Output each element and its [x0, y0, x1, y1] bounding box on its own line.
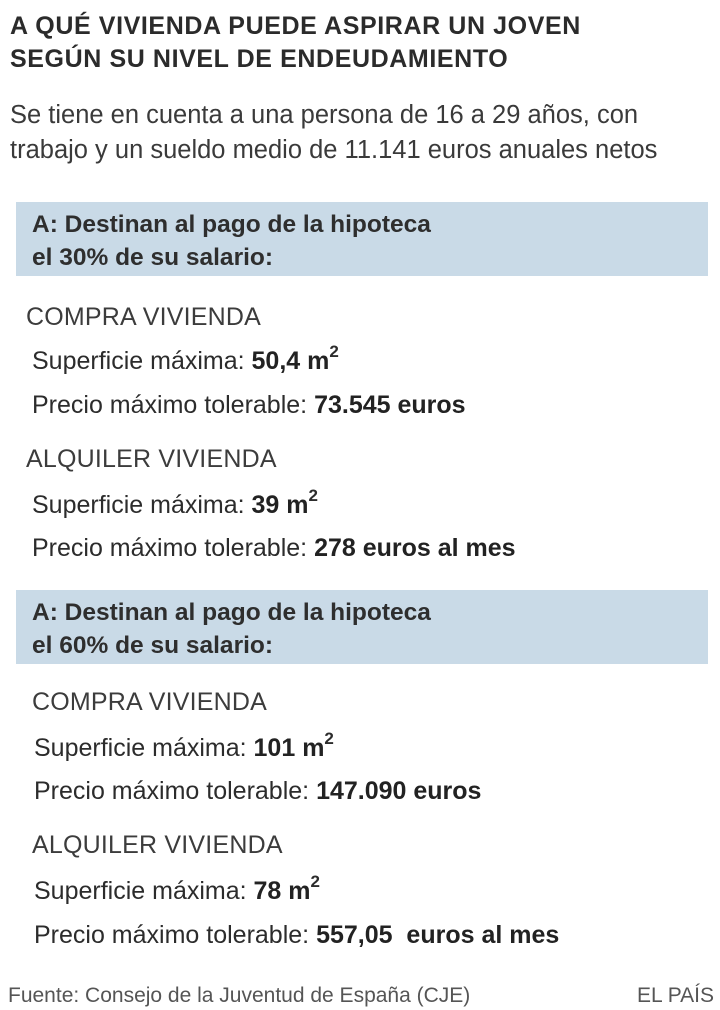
- superficie-label: Superficie máxima:: [34, 877, 254, 905]
- superficie-exponent: 2: [308, 485, 318, 505]
- alquiler-label-30: ALQUILER VIVIENDA: [26, 445, 277, 473]
- precio-value: 557,05 euros al mes: [316, 921, 560, 949]
- superficie-exponent: 2: [324, 728, 334, 748]
- alquiler-superficie-30: [32, 485, 318, 520]
- block-heading-line-2: el 30% de su salario:: [32, 244, 274, 271]
- block-30-heading: [16, 202, 708, 276]
- alquiler-superficie-60: [34, 871, 320, 906]
- page-title: [10, 10, 710, 76]
- alquiler-label-60: ALQUILER VIVIENDA: [32, 831, 283, 859]
- superficie-value: 101 m: [253, 734, 325, 762]
- compra-superficie-60: [34, 728, 334, 763]
- block-60-heading: [16, 590, 708, 664]
- precio-value: 73.545 euros: [314, 391, 466, 419]
- superficie-label: Superficie máxima:: [34, 734, 254, 762]
- precio-label: Precio máximo tolerable:: [32, 391, 315, 419]
- subtitle: [10, 98, 715, 168]
- source-note: Fuente: Consejo de la Juventud de España (CJE): [8, 984, 471, 1007]
- alquiler-precio-60: [34, 920, 559, 950]
- precio-label: Precio máximo tolerable:: [32, 534, 315, 562]
- block-heading-line-2: el 60% de su salario:: [32, 632, 274, 659]
- compra-precio-30: [32, 390, 466, 420]
- precio-value: 278 euros al mes: [314, 534, 516, 562]
- compra-precio-60: [34, 776, 481, 806]
- alquiler-precio-30: [32, 533, 516, 563]
- superficie-value: 78 m: [253, 877, 311, 905]
- title-line-1: A QUÉ VIVIENDA PUEDE ASPIRAR UN JOVEN: [10, 12, 581, 40]
- superficie-value: 50,4 m: [251, 347, 330, 375]
- precio-label: Precio máximo tolerable:: [34, 777, 317, 805]
- compra-label-30: COMPRA VIVIENDA: [26, 303, 261, 331]
- superficie-label: Superficie máxima:: [32, 491, 252, 519]
- subtitle-line-2: trabajo y un sueldo medio de 11.141 euros anuales netos: [10, 136, 658, 164]
- title-line-2: SEGÚN SU NIVEL DE ENDEUDAMIENTO: [10, 45, 509, 73]
- superficie-exponent: 2: [310, 871, 320, 891]
- block-heading-line-1: A: Destinan al pago de la hipoteca: [32, 211, 431, 238]
- precio-value: 147.090 euros: [316, 777, 482, 805]
- compra-superficie-30: [32, 341, 339, 376]
- superficie-value: 39 m: [251, 491, 309, 519]
- block-heading-line-1: A: Destinan al pago de la hipoteca: [32, 599, 431, 626]
- compra-label-60: COMPRA VIVIENDA: [32, 688, 267, 716]
- precio-label: Precio máximo tolerable:: [34, 921, 317, 949]
- superficie-exponent: 2: [329, 341, 339, 361]
- superficie-label: Superficie máxima:: [32, 347, 252, 375]
- brand-logo: EL PAÍS: [636, 984, 714, 1007]
- subtitle-line-1: Se tiene en cuenta a una persona de 16 a 29 años, con: [10, 101, 639, 129]
